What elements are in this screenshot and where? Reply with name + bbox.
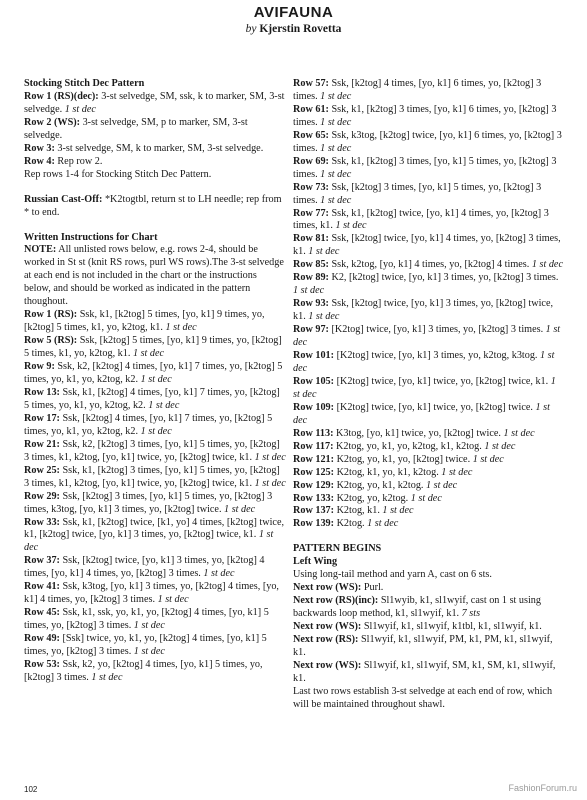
instruction-row: [24, 517, 286, 556]
row-label: Russian Cast-Off:: [24, 193, 103, 205]
instruction-row: [24, 117, 286, 143]
stitch-count-note: 1 st dec: [379, 505, 414, 517]
row-instructions: K2tog.: [334, 518, 365, 530]
stitch-count-note: 1 st dec: [88, 671, 123, 683]
row-instructions: Ssk, [k2tog] 5 times, [yo, k1] 9 times, yo, [k2tog] 5 times, k1, yo, k2tog, k1.: [24, 335, 282, 360]
instruction-row: [24, 465, 286, 491]
section-heading: Written Instructions for Chart: [24, 231, 158, 243]
row-label: Row 21:: [24, 438, 60, 450]
row-label: Next row (RS):: [293, 634, 359, 646]
instruction-row: [293, 621, 565, 634]
row-label: Row 113:: [293, 427, 334, 439]
instruction-row: [293, 350, 565, 376]
row-instructions: Ssk, k2, yo, [k2tog] 4 times, [yo, k1] 5 times, yo, [k2tog] 3 times.: [24, 658, 263, 683]
row-label: Row 3:: [24, 142, 55, 154]
stitch-count-note: 1 st dec: [293, 324, 561, 349]
row-label: Row 17:: [24, 412, 60, 424]
instruction-row: [24, 581, 286, 607]
instruction-row: [293, 480, 565, 493]
row-label: Next row (RS)(inc):: [293, 595, 379, 607]
row-label: Row 121:: [293, 453, 335, 465]
row-instructions: *K2togtbl, return st to LH needle; rep from * to end.: [24, 193, 282, 218]
row-label: NOTE:: [24, 244, 57, 256]
instruction-row: [293, 454, 565, 467]
row-instructions: Ssk, [k2tog] 3 times, [yo, k1] 5 times, yo, [k2tog] 3 times.: [293, 181, 542, 206]
row-instructions: Ssk, k1, ssk, yo, k1, yo, [k2tog] 4 times, [yo, k1] 5 times, yo, [k2tog] 3 times.: [24, 607, 269, 632]
stitch-count-note: 1 st dec: [332, 220, 367, 232]
row-instructions: Ssk, k2, [k2tog] 4 times, [yo, k1] 7 times, yo, [k2tog] 5 times, yo, k1, yo, k2tog, k2.: [24, 361, 283, 386]
row-label: Row 13:: [24, 386, 60, 398]
row-label: Row 5 (RS):: [24, 335, 78, 347]
row-instructions: Sl1wyib, k1, sl1wyif, cast on 1 st using backwards loop method, k1, sl1wyif, k1.: [293, 595, 541, 620]
paragraph-gap: [293, 531, 565, 543]
byline: [0, 22, 587, 36]
instruction-row: [293, 518, 565, 531]
instruction-row: [293, 104, 565, 130]
page-header: [0, 4, 587, 36]
section-heading: PATTERN BEGINS: [293, 543, 382, 555]
paragraph-gap: [24, 182, 286, 194]
stitch-count-note: 1 st dec: [529, 259, 563, 271]
row-label: Row 69:: [293, 155, 329, 167]
section-heading: Left Wing: [293, 556, 338, 568]
instruction-row: [293, 298, 565, 324]
row-instructions: Ssk, [k2tog] twice, [yo, k1] 4 times, yo, [k2tog] 3 times, k1.: [293, 233, 561, 258]
instruction-text: Using long-tail method and yarn A, cast on 6 sts.: [293, 569, 492, 581]
row-instructions: Ssk, k1, [k2tog] 5 times, [yo, k1] 9 times, yo, [k2tog] 5 times, k1, yo, k2tog, k1.: [24, 309, 265, 334]
row-instructions: [Ssk] twice, yo, k1, yo, [k2tog] 4 times, [yo, k1] 5 times, yo, [k2tog] 3 times.: [24, 633, 267, 658]
row-instructions: Sl1wyif, k1, sl1wyif, SM, k1, SM, k1, sl1wyif, k1.: [293, 659, 556, 684]
row-instructions: [K2tog] twice, [yo, k1] 3 times, yo, k2tog, k3tog.: [334, 350, 538, 362]
instruction-row: [24, 194, 286, 220]
instruction-row: [24, 413, 286, 439]
instruction-row: [24, 156, 286, 169]
row-label: Row 2 (WS):: [24, 116, 81, 128]
row-label: Row 137:: [293, 505, 335, 517]
stitch-count-note: 1 st dec: [317, 116, 352, 128]
row-instructions: [K2tog] twice, [yo, k1] twice, yo, [k2tog] twice, k1.: [334, 375, 549, 387]
instruction-row: [293, 505, 565, 518]
stitch-count-note: 1 st dec: [364, 518, 399, 530]
row-instructions: 3-st selvedge, SM, k to marker, SM, 3-st selvedge.: [54, 142, 264, 154]
stitch-count-note: 1 st dec: [131, 620, 165, 632]
stitch-count-note: 1 st dec: [131, 646, 165, 658]
row-instructions: Ssk, [k2tog] twice, [yo, k1] 3 times, yo, [k2tog] 4 times, [yo, k1] 4 times, yo, [k2tog] 3 times.: [24, 555, 265, 580]
row-instructions: Sl1wyif, k1, sl1wyif, PM, k1, PM, k1, sl1wyif, k1.: [293, 634, 553, 658]
row-instructions: K2, [k2tog] twice, [yo, k1] 3 times, yo, [k2tog] 3 times.: [328, 272, 559, 284]
instruction-row: [293, 233, 565, 259]
row-label: Next row (WS):: [293, 621, 362, 633]
row-label: Row 109:: [293, 401, 335, 413]
instruction-text: Rep rows 1-4 for Stocking Stitch Dec Pattern.: [24, 168, 212, 180]
row-instructions: K3tog, [yo, k1] twice, yo, [k2tog] twice.: [333, 427, 501, 439]
row-label: Row 37:: [24, 555, 60, 567]
stitch-count-note: 1 st dec: [293, 350, 555, 374]
row-label: Row 139:: [293, 518, 335, 530]
stitch-count-note: 1 st dec: [317, 142, 352, 154]
section-heading: Stocking Stitch Dec Pattern: [24, 78, 145, 89]
row-label: Row 89:: [293, 272, 329, 284]
row-label: Row 53:: [24, 658, 60, 670]
row-label: Row 93:: [293, 298, 329, 310]
instruction-row: [24, 244, 286, 309]
stitch-count-note: 1 st dec: [162, 322, 197, 334]
stitch-count-note: 1 st dec: [317, 194, 352, 206]
row-label: Row 61:: [293, 103, 329, 115]
row-label: Row 77:: [293, 207, 329, 219]
left-column: [24, 78, 286, 685]
instruction-row: [24, 555, 286, 581]
stitch-count-note: 1 st dec: [500, 427, 535, 439]
byline-prefix: by: [245, 23, 257, 35]
row-instructions: K2tog, yo, k2tog.: [334, 492, 409, 504]
row-instructions: Ssk, k2, [k2tog] 3 times, [yo, k1] 5 times, yo, [k2tog] 3 times, k1, k2tog, [yo, k1] twice, yo, [k2tog] twice, k1.: [24, 438, 280, 463]
row-instructions: K2tog, yo, k1, yo, [k2tog] twice.: [334, 453, 471, 465]
instruction-row: [293, 259, 565, 272]
stitch-count-note: 1 st dec: [252, 477, 286, 489]
row-instructions: Ssk, k1, [k2tog] twice, [yo, k1] 4 times, yo, [k2tog] 3 times, k1.: [293, 207, 549, 232]
row-instructions: K2tog, yo, k1, k2tog.: [334, 479, 424, 491]
stitch-count-note: 1 st dec: [293, 401, 550, 426]
row-label: Next row (WS):: [293, 659, 362, 671]
stitch-count-note: 1 st dec: [305, 246, 340, 258]
row-label: Next row (WS):: [293, 582, 362, 594]
stitch-count-note: 1 st dec: [200, 568, 235, 580]
stitch-count-note: 1 st dec: [317, 90, 352, 102]
row-label: Row 81:: [293, 233, 329, 245]
row-instructions: 3-st selvedge, SM, p to marker, SM, 3-st selvedge.: [24, 116, 248, 141]
row-label: Row 97:: [293, 324, 329, 336]
instruction-row: [293, 208, 565, 234]
instruction-row: [24, 143, 286, 156]
row-instructions: Ssk, k1, [k2tog] 3 times, [yo, k1] 5 times, yo, [k2tog] 3 times, k1, k2tog, [yo, k1] twice, yo, [k2tog] twice, k1.: [24, 464, 280, 489]
instruction-row: [24, 633, 286, 659]
stitch-count-note: 1 st dec: [138, 374, 172, 386]
instruction-row: [293, 272, 565, 298]
stitch-count-note: 1 st dec: [470, 453, 504, 465]
stitch-count-note: 1 st dec: [24, 529, 274, 554]
instruction-row: [293, 130, 565, 156]
row-label: Row 117:: [293, 440, 334, 452]
instruction-row: [24, 335, 286, 361]
stitch-count-note: 1 st dec: [423, 479, 458, 491]
stitch-count-note: 1 st dec: [145, 399, 180, 411]
stitch-count-note: 1 st dec: [138, 425, 172, 437]
instruction-row: [24, 309, 286, 335]
stitch-count-note: 1 st dec: [317, 168, 352, 180]
row-label: Row 85:: [293, 259, 329, 271]
instruction-row: [24, 361, 286, 387]
row-instructions: Ssk, k2tog, [yo, k1] 4 times, yo, [k2tog] 4 times.: [328, 259, 530, 271]
stitch-count-note: 1 st dec: [252, 451, 286, 463]
stitch-count-note: 1 st dec: [130, 348, 165, 360]
row-instructions: Ssk, k1, [k2tog] 3 times, [yo, k1] 5 times, yo, [k2tog] 3 times.: [293, 155, 557, 180]
row-label: Row 9:: [24, 361, 55, 373]
stitch-count-note: 1 st dec: [221, 503, 256, 515]
row-instructions: Rep row 2.: [54, 155, 103, 167]
instruction-row: [24, 607, 286, 633]
stitch-count-note: 1 st dec: [438, 466, 473, 478]
row-instructions: Ssk, k1, [k2tog] 3 times, [yo, k1] 6 times, yo, [k2tog] 3 times.: [293, 103, 557, 128]
row-instructions: Purl.: [361, 582, 384, 594]
right-column: [293, 78, 565, 712]
row-instructions: [K2tog] twice, [yo, k1] twice, yo, [k2tog] twice.: [334, 401, 533, 413]
row-label: Row 45:: [24, 607, 60, 619]
instruction-row: [293, 324, 565, 350]
row-instructions: Ssk, [k2tog] 4 times, [yo, k1] 7 times, yo, [k2tog] 5 times, yo, k1, yo, k2tog, k2.: [24, 412, 273, 437]
instruction-row: [293, 428, 565, 441]
row-instructions: All unlisted rows below, e.g. rows 2-4, should be worked in St st (knit RS rows, purl WS rows).The 3-st selvedge at each end is not included in the chart or the instructions below, and should be worked as indicated in the pattern thoughout.: [24, 244, 284, 308]
row-label: Row 49:: [24, 633, 60, 645]
row-label: Row 101:: [293, 350, 335, 362]
row-label: Row 105:: [293, 375, 335, 387]
row-instructions: K2tog, k1.: [334, 505, 380, 517]
row-instructions: Ssk, [k2tog] 4 times, [yo, k1] 6 times, yo, [k2tog] 3 times.: [293, 78, 542, 102]
page-number: 102: [24, 785, 38, 794]
row-instructions: Ssk, k1, [k2tog] 4 times, [yo, k1] 7 times, yo, [k2tog] 5 times, yo, k1, yo, k2tog, k2.: [24, 386, 280, 411]
instruction-row: [293, 376, 565, 402]
instruction-row: [24, 439, 286, 465]
row-instructions: K2tog, k1, yo, k1, k2tog.: [334, 466, 439, 478]
instruction-row: [293, 441, 565, 454]
instruction-row: [24, 91, 286, 117]
instruction-row: [293, 402, 565, 428]
row-label: Row 1 (RS):: [24, 309, 78, 321]
row-label: Row 1 (RS)(dec):: [24, 90, 99, 102]
row-instructions: Ssk, k3tog, [yo, k1] 3 times, yo, [k2tog] 4 times, [yo, k1] 4 times, yo, [k2tog] 3 times.: [24, 581, 279, 606]
instruction-row: [293, 156, 565, 182]
stitch-count-note: 1 st dec: [293, 285, 325, 297]
row-instructions: Ssk, [k2tog] 3 times, [yo, k1] 5 times, yo, [k2tog] 3 times, k3tog, [yo, k1] 3 times, yo, [k2tog] twice.: [24, 490, 273, 515]
instruction-row: [293, 595, 565, 621]
row-label: Row 41:: [24, 581, 60, 593]
stitch-count-note: 7 sts: [459, 608, 481, 620]
instruction-row: [24, 491, 286, 517]
paragraph-gap: [24, 220, 286, 232]
row-label: Row 73:: [293, 181, 329, 193]
row-label: Row 129:: [293, 479, 335, 491]
instruction-row: [293, 78, 565, 104]
stitch-count-note: 1 st dec: [305, 311, 340, 323]
row-instructions: 3-st selvedge, SM, ssk, k to marker, SM, 3-st selvedge.: [24, 90, 285, 115]
author-name: Kjerstin Rovetta: [259, 23, 342, 35]
row-label: Row 65:: [293, 129, 329, 141]
row-label: Row 4:: [24, 155, 55, 167]
instruction-row: [24, 387, 286, 413]
row-label: Row 33:: [24, 516, 60, 528]
row-instructions: Ssk, k1, [k2tog] twice, [k1, yo] 4 times, [k2tog] twice, k1, [k2tog] twice, [yo, k1] 3 times, yo, [k2tog] twice, k1.: [24, 516, 285, 541]
instruction-row: [293, 182, 565, 208]
row-instructions: Sl1wyif, k1, sl1wyif, k1tbl, k1, sl1wyif, k1.: [361, 621, 542, 633]
stitch-count-note: 1 st dec: [62, 103, 96, 115]
instruction-row: [293, 660, 565, 686]
row-label: Row 57:: [293, 78, 329, 89]
stitch-count-note: 1 st dec: [155, 594, 189, 606]
stitch-count-note: 1 st dec: [481, 440, 516, 452]
instruction-text: Last two rows establish 3-st selvedge at each end of row, which will be maintained throughout shawl.: [293, 685, 553, 710]
row-instructions: [K2tog] twice, [yo, k1] 3 times, yo, [k2tog] 3 times.: [328, 324, 544, 336]
stitch-count-note: 1 st dec: [293, 375, 556, 400]
row-label: Row 125:: [293, 466, 335, 478]
row-label: Row 29:: [24, 490, 60, 502]
instruction-row: [293, 582, 565, 595]
instruction-row: [24, 659, 286, 685]
instruction-row: [293, 634, 565, 660]
row-instructions: K2tog, yo, k1, yo, k2tog, k1, k2tog.: [333, 440, 482, 452]
row-instructions: Ssk, [k2tog] twice, [yo, k1] 3 times, yo, [k2tog] twice, k1.: [293, 298, 554, 323]
pattern-title: AVIFAUNA: [253, 4, 334, 21]
stitch-count-note: 1 st dec: [408, 492, 442, 504]
row-label: Row 25:: [24, 464, 60, 476]
row-instructions: Ssk, k3tog, [k2tog] twice, [yo, k1] 6 times, yo, [k2tog] 3 times.: [293, 129, 562, 154]
instruction-row: [293, 467, 565, 480]
row-label: Row 133:: [293, 492, 335, 504]
instruction-row: [293, 493, 565, 506]
watermark: FashionForum.ru: [508, 783, 577, 793]
